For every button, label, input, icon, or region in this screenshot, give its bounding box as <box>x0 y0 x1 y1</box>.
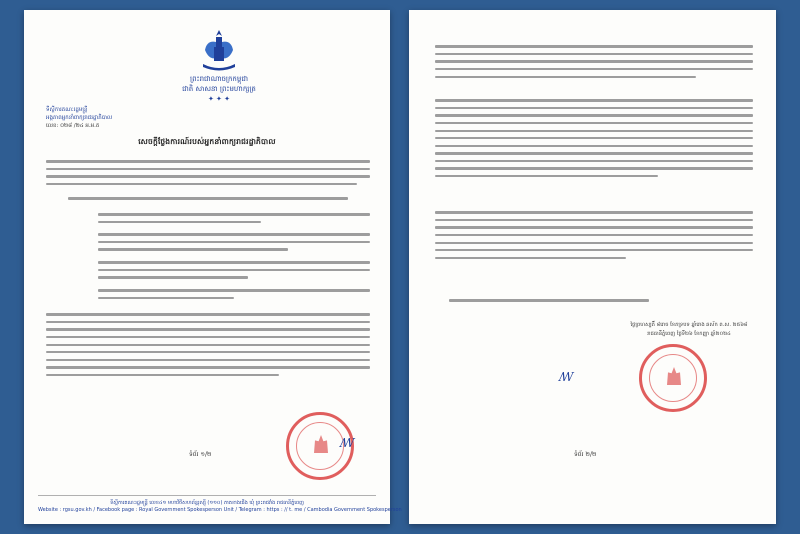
body-paragraph-4 <box>435 40 753 78</box>
office-line-1: ទីស្តីការគណៈរដ្ឋមន្ត្រី <box>46 107 88 113</box>
numbered-point-2 <box>98 228 370 251</box>
kingdom-title: ព្រះរាជាណាចក្រកម្ពុជា <box>189 75 248 83</box>
date-block <box>619 321 759 338</box>
closing-salutation <box>449 294 649 302</box>
signature-initials-2: ꟿ <box>559 370 574 384</box>
numbered-point-1 <box>98 208 370 223</box>
body-paragraph-6 <box>435 206 753 259</box>
body-paragraph-2 <box>68 192 348 200</box>
page-footer <box>38 495 402 514</box>
footer-contacts: Website : rgsu.gov.kh / Facebook page : Royal Government Spokesperson Unit / Telegram : https : // t. me / Cambodia Government Spokesperson <box>38 507 402 513</box>
seal-temple-icon <box>311 435 331 453</box>
reference-number: លេខ: ០២៨ /២៤ អ.អ.ត <box>46 123 100 129</box>
header-ornament: ✦ ✦ ✦ <box>207 95 231 103</box>
page-number: ទំព័រ ១/២ <box>189 451 212 458</box>
numbered-point-4 <box>98 284 370 299</box>
document-page-1 <box>24 10 402 524</box>
numbered-point-3 <box>98 256 370 279</box>
national-motto: ជាតិ សាសនា ព្រះមហាក្សត្រ <box>182 85 256 93</box>
royal-emblem-icon <box>197 28 241 72</box>
seal-temple-icon-2 <box>664 367 684 385</box>
body-paragraph-1 <box>46 155 370 186</box>
official-seal-page-2 <box>639 344 707 412</box>
statement-title: សេចក្តីថ្លែងការណ៍របស់អ្នកនាំពាក្យរាជរដ្ឋាភិបាល <box>138 137 276 146</box>
page-number-2: ទំព័រ ២/២ <box>574 451 597 458</box>
date-solar: រាជធានីភ្នំពេញ ថ្ងៃទី២៦ ខែកញ្ញា ឆ្នាំ២០២៤ <box>647 330 731 337</box>
issuing-office <box>46 106 176 130</box>
office-line-2: អង្គភាពអ្នកនាំពាក្យរាជរដ្ឋាភិបាល <box>46 115 113 121</box>
signature-initials: ꟿ <box>340 436 355 450</box>
footer-address: ទីស្តីការគណៈរដ្ឋមន្ត្រី លេខ៤១ មហាវិថីសហព័ន្ធរុស្ស៊ី (១១០) ភាគខាងជើង ឃុំ ព្រះរាជវាំង រាជធានីភ្នំពេញ <box>110 500 304 506</box>
letterhead <box>144 74 294 104</box>
document-page-2 <box>409 10 776 524</box>
body-paragraph-3 <box>46 308 370 376</box>
body-paragraph-5 <box>435 94 753 178</box>
date-lunar: ថ្ងៃព្រហស្បតិ៍ ៨រោច ខែភទ្របទ ឆ្នាំរោង ឆស័ក ព.ស. ២៥៦៨ <box>630 322 748 328</box>
